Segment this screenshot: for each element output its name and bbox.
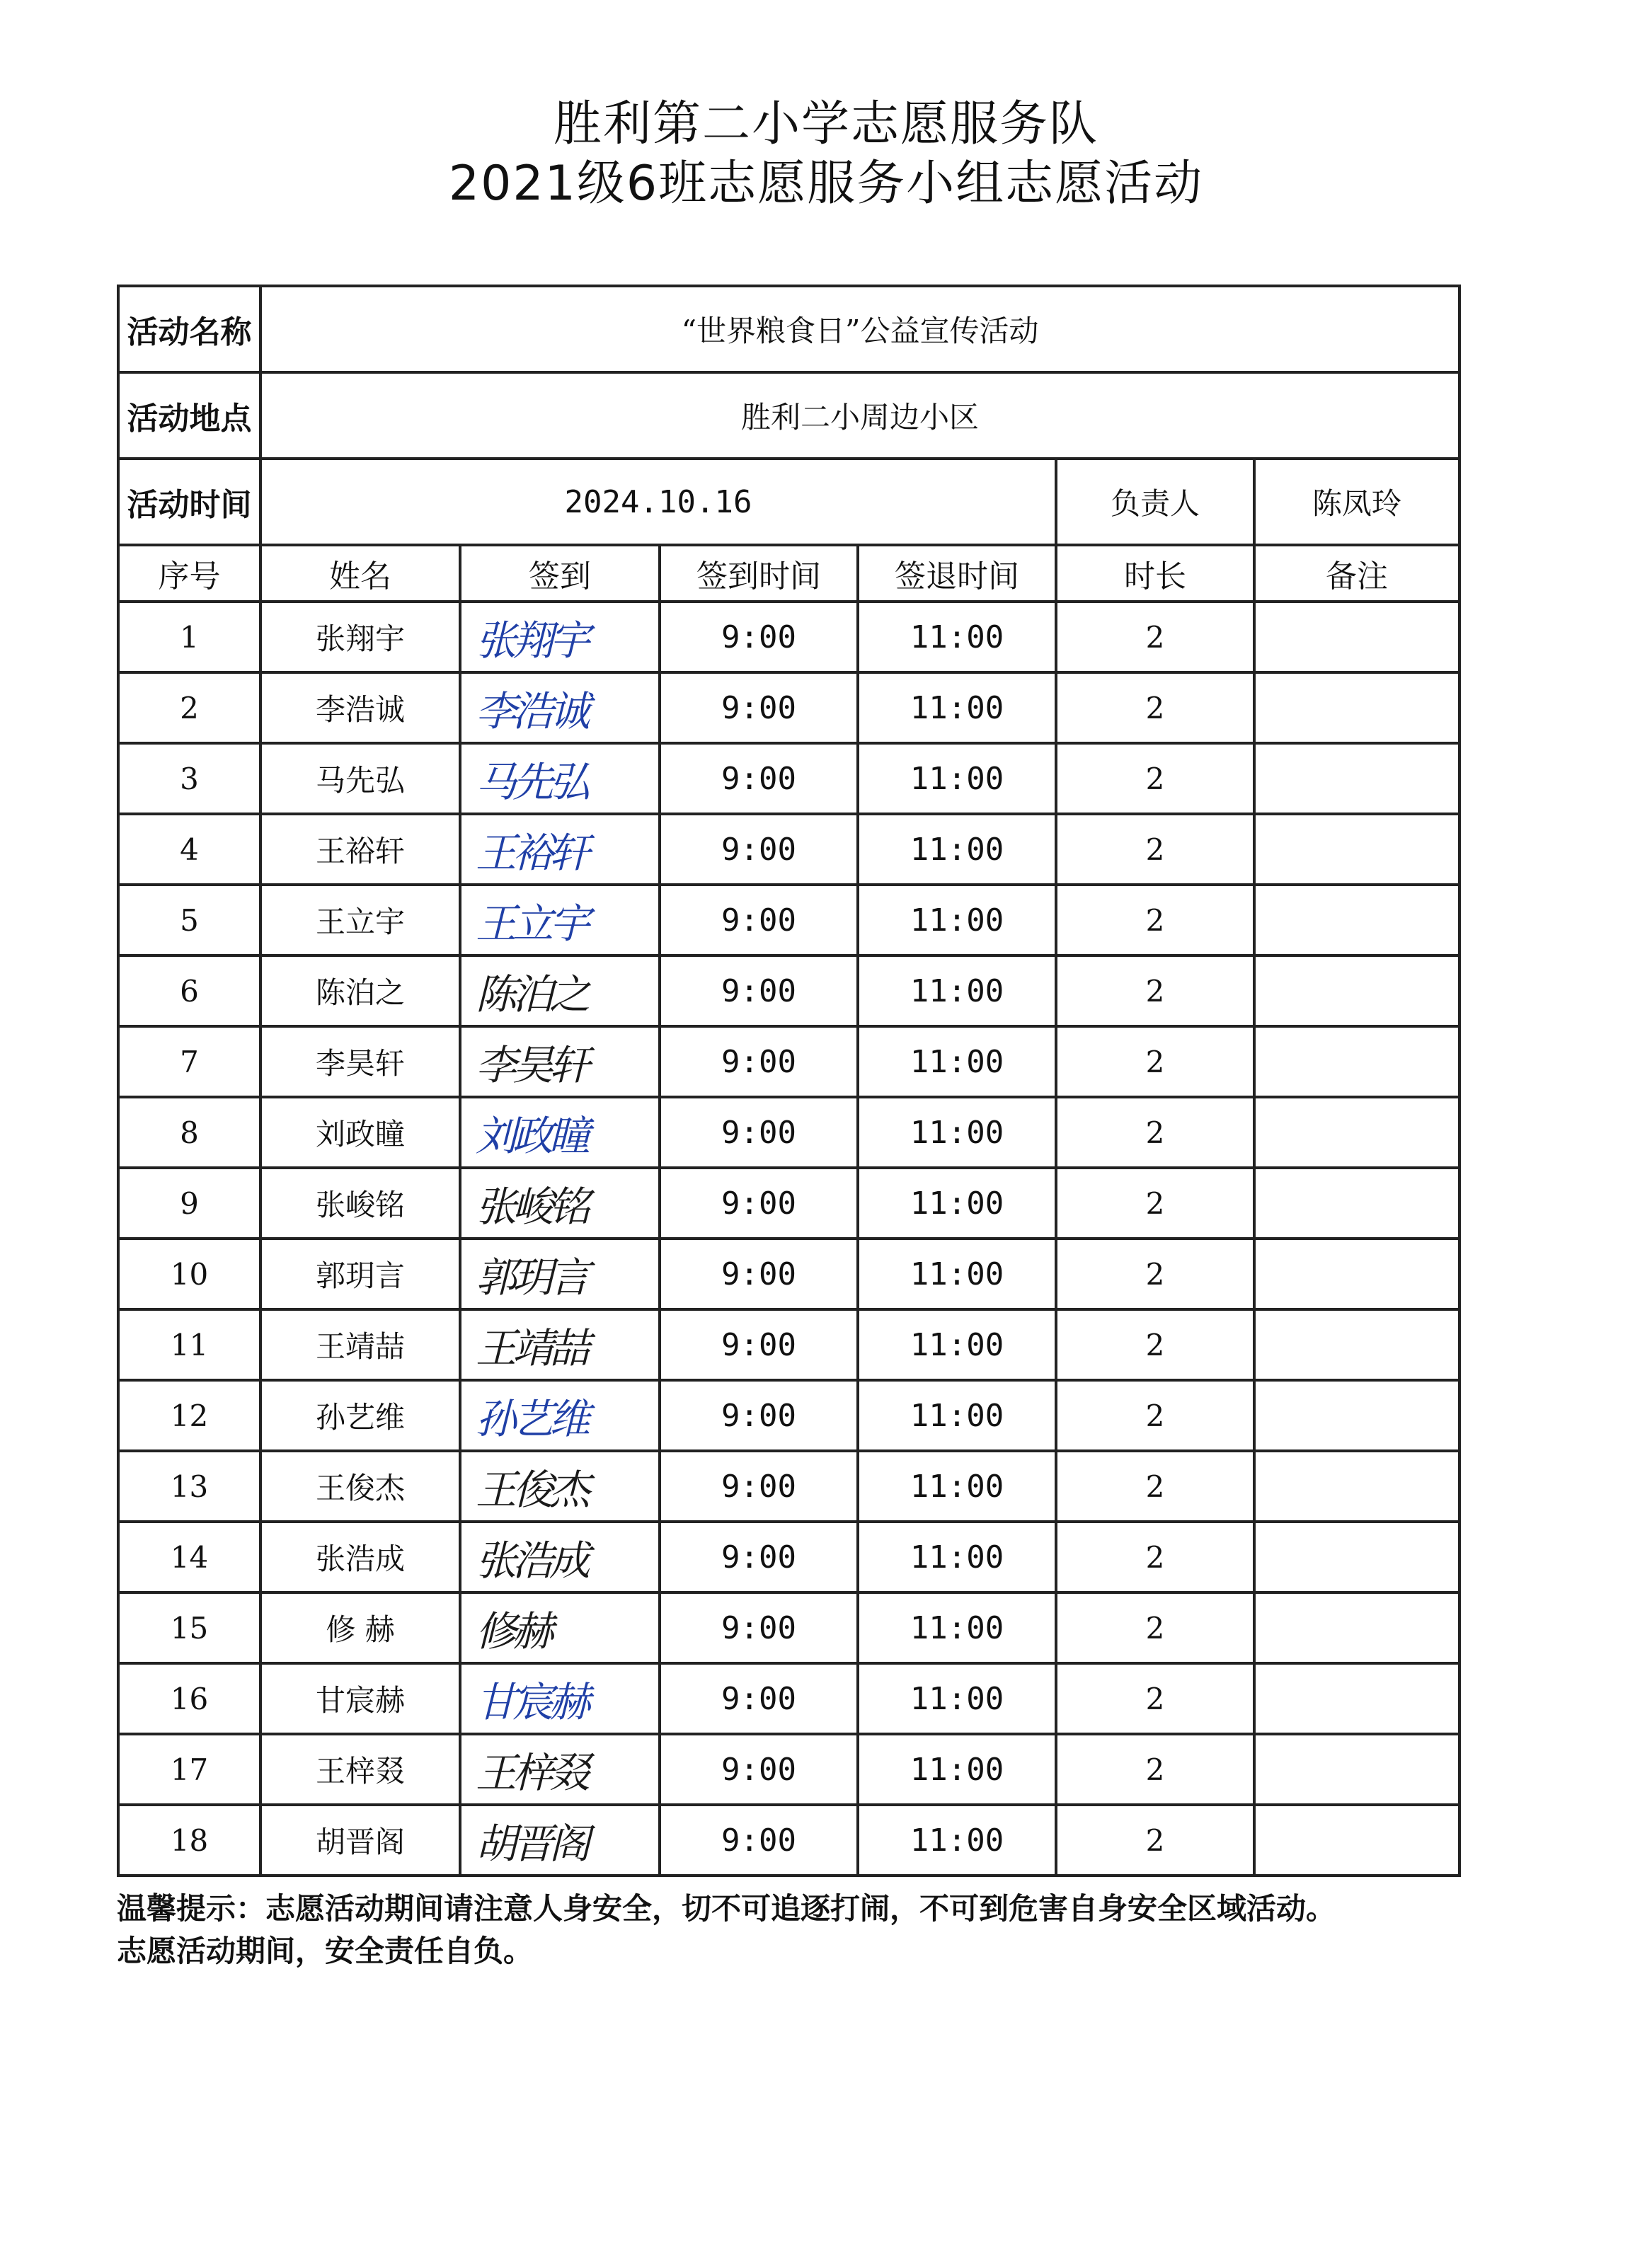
activity-name-row — [118, 286, 1459, 372]
cell-name: 王俊杰 — [260, 1451, 460, 1522]
table-row — [118, 1805, 1459, 1876]
cell-signout-time: 11:00 — [858, 955, 1056, 1026]
page-subtitle: 2021级6班志愿服务小组志愿活动 — [448, 156, 1204, 212]
activity-time-row — [118, 459, 1459, 545]
activity-time-label: 活动时间 — [118, 459, 260, 545]
activity-place-row — [118, 372, 1459, 459]
cell-no: 3 — [118, 743, 260, 814]
cell-hours: 2 — [1056, 602, 1254, 672]
table-row — [118, 1239, 1459, 1309]
col-header-signout-time: 签退时间 — [858, 545, 1056, 602]
cell-signin-time: 9:00 — [660, 1663, 858, 1734]
cell-no: 10 — [118, 1239, 260, 1309]
cell-signout-time: 11:00 — [858, 672, 1056, 743]
cell-no: 5 — [118, 885, 260, 955]
cell-signin-time: 9:00 — [660, 1309, 858, 1380]
cell-signin-time: 9:00 — [660, 1026, 858, 1097]
cell-signin-time: 9:00 — [660, 1380, 858, 1451]
cell-note — [1254, 1592, 1459, 1663]
cell-hours: 2 — [1056, 1380, 1254, 1451]
cell-signin-time: 9:00 — [660, 1239, 858, 1309]
cell-name: 王立宇 — [260, 885, 460, 955]
leader-label: 负责人 — [1056, 459, 1254, 545]
cell-name: 王梓叕 — [260, 1734, 460, 1805]
table-row — [118, 955, 1459, 1026]
cell-no: 11 — [118, 1309, 260, 1380]
cell-hours: 2 — [1056, 1734, 1254, 1805]
table-row — [118, 814, 1459, 885]
activity-time-value: 2024.10.16 — [260, 459, 1056, 545]
cell-signature: 郭玥言 — [460, 1239, 660, 1309]
activity-name-label: 活动名称 — [118, 286, 260, 372]
cell-hours: 2 — [1056, 955, 1254, 1026]
col-header-name: 姓名 — [260, 545, 460, 602]
cell-signin-time: 9:00 — [660, 672, 858, 743]
cell-signin-time: 9:00 — [660, 885, 858, 955]
cell-note — [1254, 672, 1459, 743]
cell-name: 张浩成 — [260, 1522, 460, 1592]
cell-name: 张翔宇 — [260, 602, 460, 672]
cell-name: 修 赫 — [260, 1592, 460, 1663]
cell-name: 胡晋阁 — [260, 1805, 460, 1876]
cell-signout-time: 11:00 — [858, 1239, 1056, 1309]
cell-note — [1254, 1168, 1459, 1239]
cell-note — [1254, 1522, 1459, 1592]
cell-signout-time: 11:00 — [858, 1663, 1056, 1734]
cell-signature: 甘宸赫 — [460, 1663, 660, 1734]
cell-signature: 王靖喆 — [460, 1309, 660, 1380]
cell-name: 甘宸赫 — [260, 1663, 460, 1734]
cell-note — [1254, 602, 1459, 672]
cell-hours: 2 — [1056, 672, 1254, 743]
table-row — [118, 672, 1459, 743]
col-header-signin-time: 签到时间 — [660, 545, 858, 602]
cell-name: 孙艺维 — [260, 1380, 460, 1451]
cell-signin-time: 9:00 — [660, 1522, 858, 1592]
cell-hours: 2 — [1056, 1168, 1254, 1239]
cell-signature: 王俊杰 — [460, 1451, 660, 1522]
cell-signin-time: 9:00 — [660, 955, 858, 1026]
table-row — [118, 1380, 1459, 1451]
cell-signout-time: 11:00 — [858, 743, 1056, 814]
cell-hours: 2 — [1056, 1026, 1254, 1097]
cell-signout-time: 11:00 — [858, 814, 1056, 885]
col-header-signature: 签到 — [460, 545, 660, 602]
footer-tip: 温馨提示：志愿活动期间请注意人身安全，切不可追逐打闹，不可到危害自身安全区域活动。 — [117, 1891, 1336, 1926]
table-row — [118, 602, 1459, 672]
table-row — [118, 1734, 1459, 1805]
cell-note — [1254, 1239, 1459, 1309]
cell-hours: 2 — [1056, 1451, 1254, 1522]
cell-name: 郭玥言 — [260, 1239, 460, 1309]
cell-hours: 2 — [1056, 814, 1254, 885]
table-row — [118, 1026, 1459, 1097]
cell-signout-time: 11:00 — [858, 1451, 1056, 1522]
cell-hours: 2 — [1056, 1805, 1254, 1876]
cell-signout-time: 11:00 — [858, 1734, 1056, 1805]
cell-signout-time: 11:00 — [858, 1805, 1056, 1876]
cell-no: 8 — [118, 1097, 260, 1168]
cell-no: 12 — [118, 1380, 260, 1451]
activity-place-label: 活动地点 — [118, 372, 260, 459]
cell-hours: 2 — [1056, 1239, 1254, 1309]
cell-signin-time: 9:00 — [660, 602, 858, 672]
table-row — [118, 1451, 1459, 1522]
table-row — [118, 885, 1459, 955]
cell-no: 14 — [118, 1522, 260, 1592]
cell-name: 王裕轩 — [260, 814, 460, 885]
cell-signature: 李昊轩 — [460, 1026, 660, 1097]
table-row — [118, 743, 1459, 814]
cell-signature: 王立宇 — [460, 885, 660, 955]
cell-note — [1254, 1734, 1459, 1805]
table-row — [118, 1663, 1459, 1734]
cell-signature: 孙艺维 — [460, 1380, 660, 1451]
cell-signature: 张浩成 — [460, 1522, 660, 1592]
cell-signout-time: 11:00 — [858, 1309, 1056, 1380]
cell-signin-time: 9:00 — [660, 1734, 858, 1805]
cell-signin-time: 9:00 — [660, 1592, 858, 1663]
cell-hours: 2 — [1056, 1097, 1254, 1168]
cell-hours: 2 — [1056, 1522, 1254, 1592]
cell-no: 16 — [118, 1663, 260, 1734]
cell-name: 陈泊之 — [260, 955, 460, 1026]
col-header-hours: 时长 — [1056, 545, 1254, 602]
cell-signin-time: 9:00 — [660, 1805, 858, 1876]
cell-signout-time: 11:00 — [858, 885, 1056, 955]
table-row — [118, 1309, 1459, 1380]
cell-no: 6 — [118, 955, 260, 1026]
cell-no: 4 — [118, 814, 260, 885]
col-header-note: 备注 — [1254, 545, 1459, 602]
cell-note — [1254, 1805, 1459, 1876]
cell-name: 张峻铭 — [260, 1168, 460, 1239]
cell-signout-time: 11:00 — [858, 1097, 1056, 1168]
cell-signature: 张峻铭 — [460, 1168, 660, 1239]
leader-value: 陈凤玲 — [1254, 459, 1459, 545]
signin-table — [117, 285, 1461, 1877]
cell-no: 1 — [118, 602, 260, 672]
cell-hours: 2 — [1056, 885, 1254, 955]
cell-signature: 李浩诚 — [460, 672, 660, 743]
cell-hours: 2 — [1056, 1309, 1254, 1380]
cell-signout-time: 11:00 — [858, 1522, 1056, 1592]
cell-signin-time: 9:00 — [660, 1451, 858, 1522]
cell-signout-time: 11:00 — [858, 602, 1056, 672]
cell-name: 李浩诚 — [260, 672, 460, 743]
cell-hours: 2 — [1056, 1663, 1254, 1734]
cell-note — [1254, 1451, 1459, 1522]
cell-no: 17 — [118, 1734, 260, 1805]
table-row — [118, 1592, 1459, 1663]
cell-signature: 王梓叕 — [460, 1734, 660, 1805]
cell-note — [1254, 1026, 1459, 1097]
cell-name: 马先弘 — [260, 743, 460, 814]
cell-signature: 刘政瞳 — [460, 1097, 660, 1168]
cell-signin-time: 9:00 — [660, 1097, 858, 1168]
cell-no: 13 — [118, 1451, 260, 1522]
cell-name: 李昊轩 — [260, 1026, 460, 1097]
cell-note — [1254, 1097, 1459, 1168]
cell-name: 刘政瞳 — [260, 1097, 460, 1168]
col-header-no: 序号 — [118, 545, 260, 602]
table-row — [118, 1522, 1459, 1592]
cell-signin-time: 9:00 — [660, 1168, 858, 1239]
cell-signature: 马先弘 — [460, 743, 660, 814]
cell-hours: 2 — [1056, 1592, 1254, 1663]
table-row — [118, 1168, 1459, 1239]
cell-signature: 胡晋阁 — [460, 1805, 660, 1876]
cell-signin-time: 9:00 — [660, 814, 858, 885]
cell-no: 9 — [118, 1168, 260, 1239]
cell-note — [1254, 1380, 1459, 1451]
cell-hours: 2 — [1056, 743, 1254, 814]
activity-place-value: 胜利二小周边小区 — [260, 372, 1459, 459]
cell-no: 15 — [118, 1592, 260, 1663]
cell-no: 7 — [118, 1026, 260, 1097]
page-title: 胜利第二小学志愿服务队 — [553, 96, 1099, 152]
cell-note — [1254, 814, 1459, 885]
cell-signature: 王裕轩 — [460, 814, 660, 885]
table-header-row — [118, 545, 1459, 602]
cell-name: 王靖喆 — [260, 1309, 460, 1380]
cell-signout-time: 11:00 — [858, 1380, 1056, 1451]
cell-no: 2 — [118, 672, 260, 743]
activity-name-value: “世界粮食日”公益宣传活动 — [260, 286, 1459, 372]
cell-note — [1254, 743, 1459, 814]
footer-responsibility: 志愿活动期间，安全责任自负。 — [117, 1934, 534, 1968]
cell-note — [1254, 885, 1459, 955]
cell-signout-time: 11:00 — [858, 1592, 1056, 1663]
cell-note — [1254, 955, 1459, 1026]
cell-note — [1254, 1309, 1459, 1380]
cell-signature: 张翔宇 — [460, 602, 660, 672]
cell-signout-time: 11:00 — [858, 1026, 1056, 1097]
table-row — [118, 1097, 1459, 1168]
cell-signature: 修赫 — [460, 1592, 660, 1663]
cell-note — [1254, 1663, 1459, 1734]
cell-signout-time: 11:00 — [858, 1168, 1056, 1239]
cell-signin-time: 9:00 — [660, 743, 858, 814]
cell-signature: 陈泊之 — [460, 955, 660, 1026]
cell-no: 18 — [118, 1805, 260, 1876]
